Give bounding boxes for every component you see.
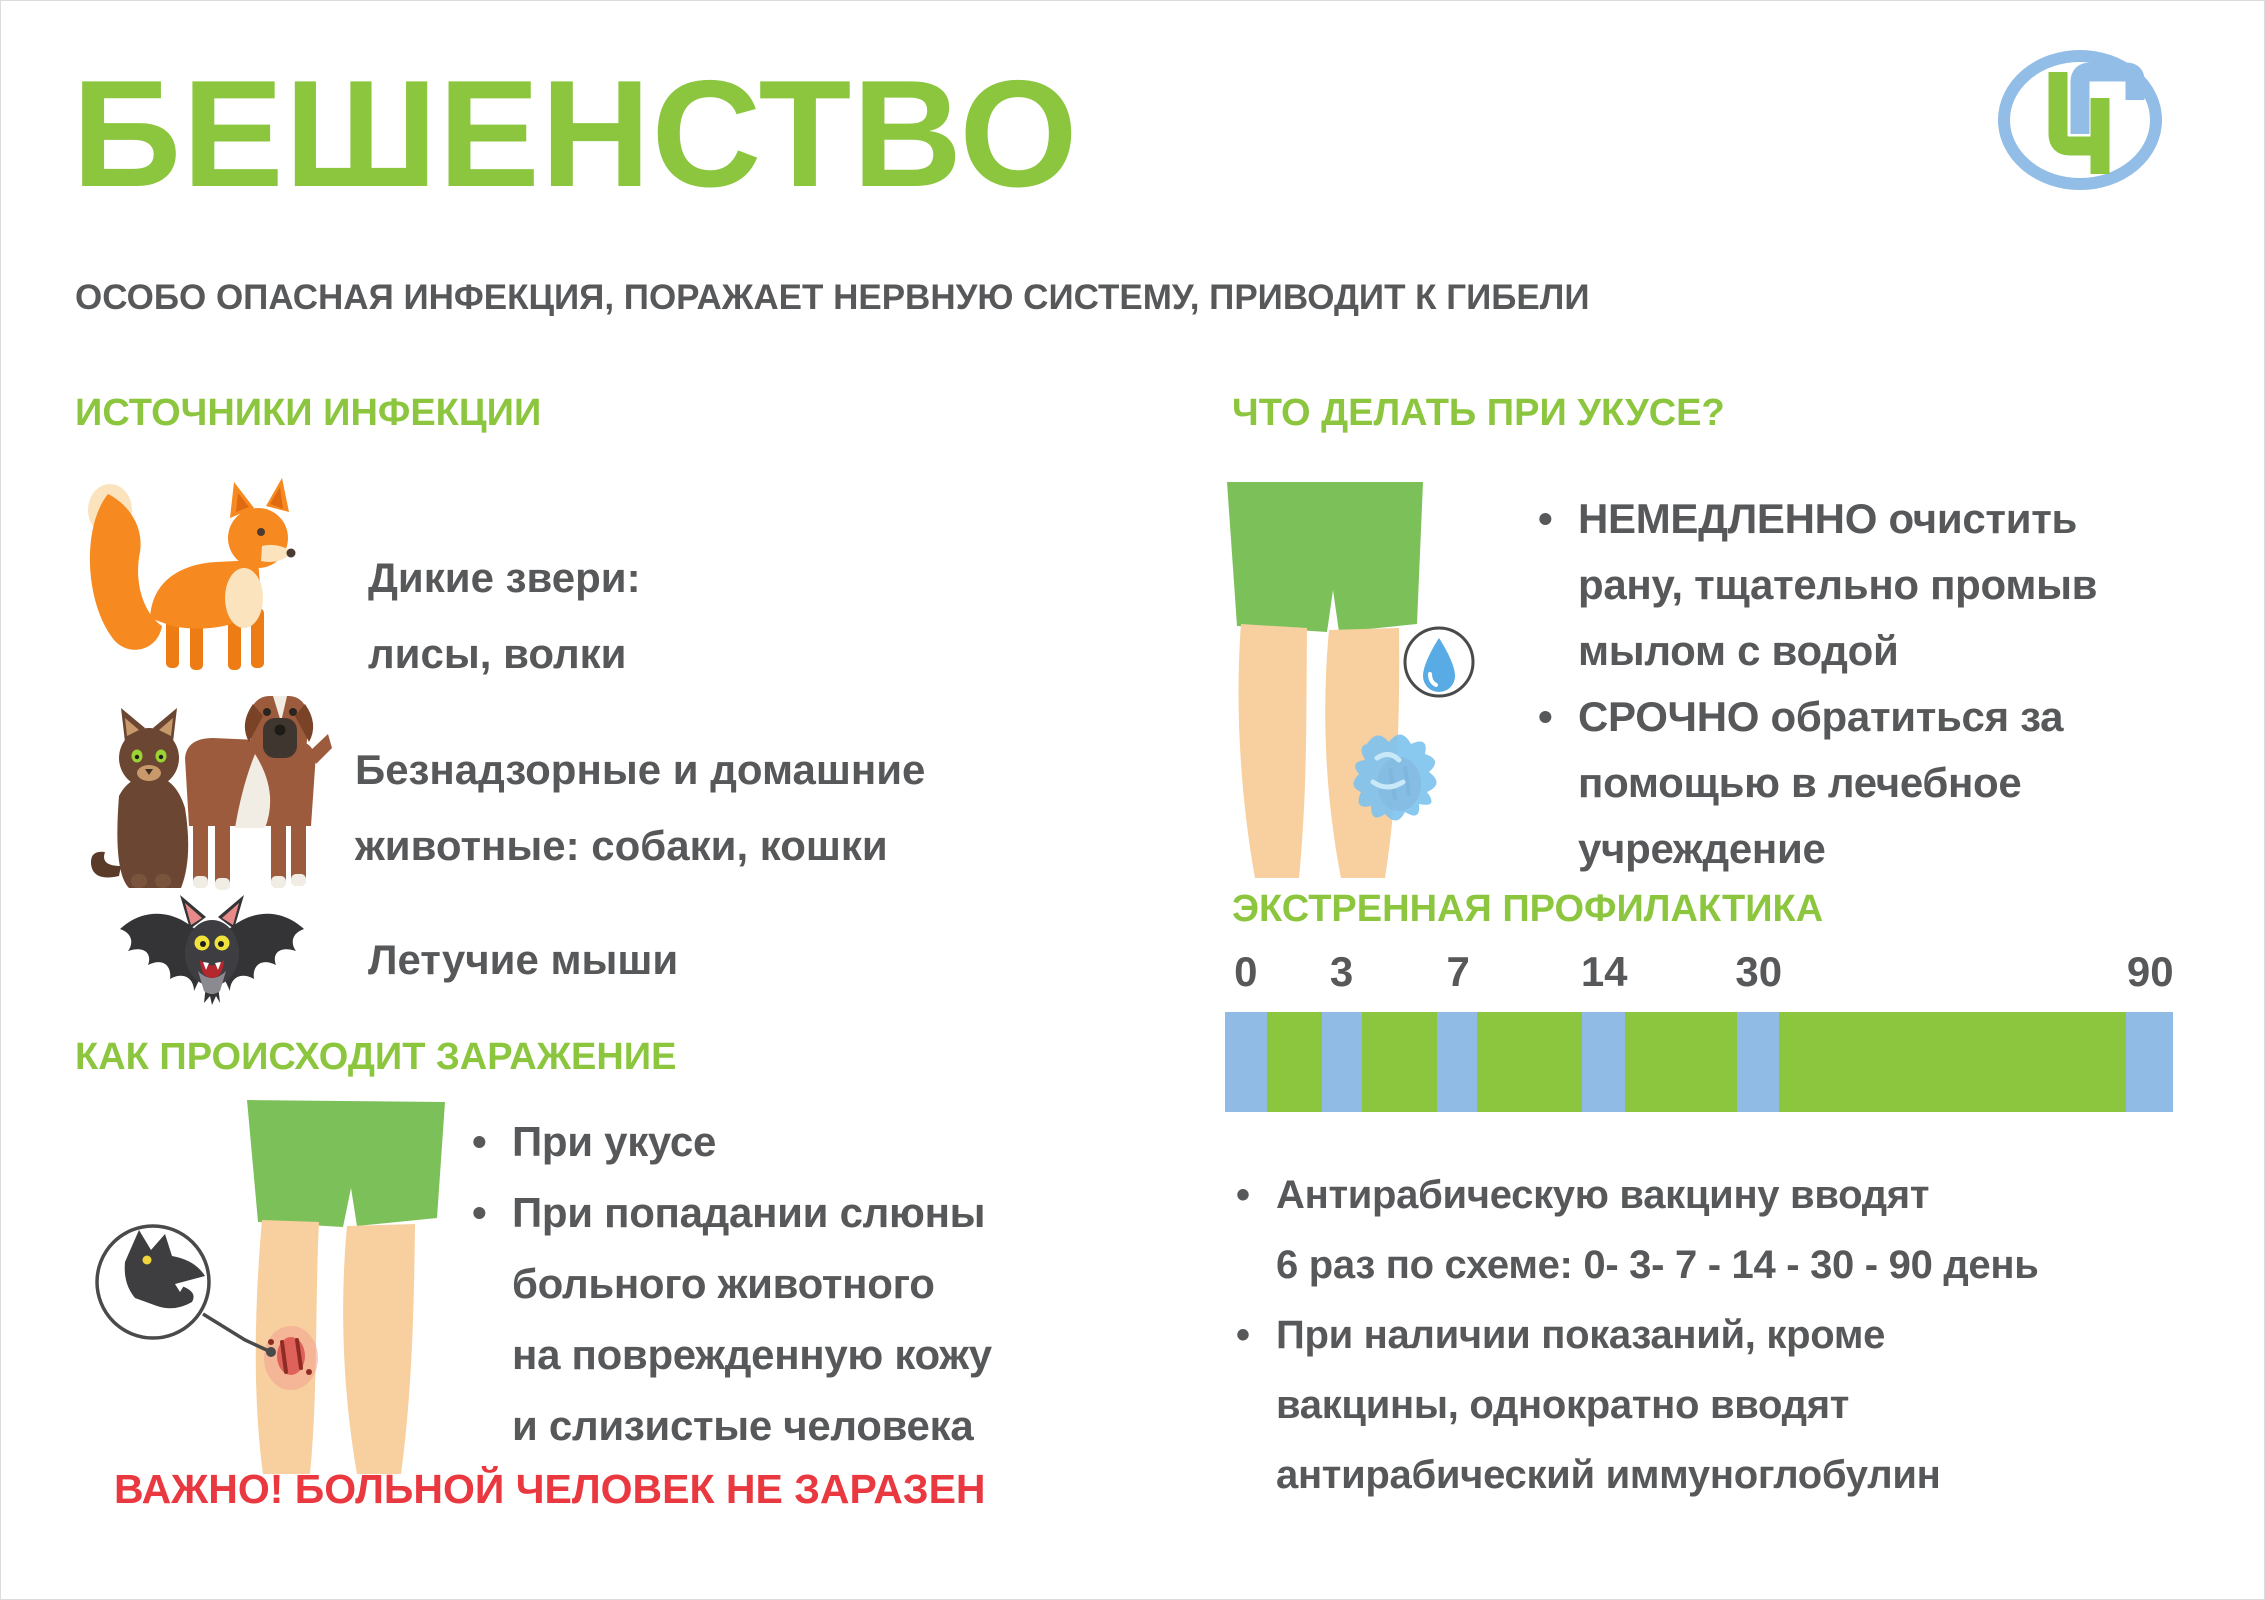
bullet-dot — [1236, 1300, 1276, 1370]
timeline-day-label: 14 — [1580, 948, 1628, 995]
bullet-text: помощью в лечебное — [1578, 759, 2022, 806]
timeline-segment — [1779, 1012, 2127, 1112]
timeline-segment — [1322, 1012, 1363, 1112]
source-item-domestic-animals — [355, 732, 925, 884]
timeline-segment — [1267, 1012, 1322, 1112]
bullet-dot — [1538, 684, 1578, 750]
timeline-day-label: 7 — [1446, 948, 1470, 995]
bullet-dot — [472, 1106, 512, 1177]
bullet-text: При наличии показаний, кроме — [1276, 1313, 1886, 1357]
list-item — [472, 1177, 992, 1461]
timeline-labels — [1225, 948, 2173, 994]
section-heading-sources: ИСТОЧНИКИ ИНФЕКЦИИ — [75, 392, 542, 434]
bullet-dot — [472, 1177, 512, 1248]
prophylaxis-bullet-list — [1236, 1160, 2039, 1510]
warning-text: ВАЖНО! БОЛЬНОЙ ЧЕЛОВЕК НЕ ЗАРАЗЕН — [114, 1466, 986, 1512]
timeline-bar — [1225, 1012, 2173, 1112]
page-title: БЕШЕНСТВО — [72, 49, 1079, 219]
source-item-bats — [368, 922, 678, 998]
timeline-day-label: 3 — [1329, 948, 1354, 995]
section-heading-bite: ЧТО ДЕЛАТЬ ПРИ УКУСЕ? — [1232, 392, 1725, 434]
bullet-dot — [1538, 486, 1578, 552]
bullet-text: При попадании слюны — [512, 1189, 986, 1236]
source-item-label: Дикие звери: — [368, 554, 641, 601]
transmission-bullet-list — [472, 1106, 992, 1461]
timeline-segment — [1437, 1012, 1477, 1112]
bullet-dot — [1236, 1160, 1276, 1230]
hygiene-center-logo-icon — [1988, 42, 2173, 194]
timeline-day-label: 90 — [2126, 948, 2174, 995]
bullet-text: учреждение — [1578, 825, 1826, 872]
bullet-text: вакцины, однократно вводят — [1276, 1383, 1850, 1427]
fox-icon — [70, 460, 310, 675]
bullet-text: Антирабическую вакцину вводят — [1276, 1173, 1930, 1217]
timeline-segment — [1582, 1012, 1625, 1112]
bullet-text: на поврежденную кожу — [512, 1331, 992, 1378]
source-item-wild-animals — [368, 540, 641, 692]
list-item — [1236, 1300, 2039, 1510]
bullet-text: 6 раз по схеме: 0- 3- 7 - 14 - 30 - 90 день — [1276, 1243, 2039, 1287]
bullet-text: и слизистые человека — [512, 1402, 974, 1449]
page-subtitle: ОСОБО ОПАСНАЯ ИНФЕКЦИЯ, ПОРАЖАЕТ НЕРВНУЮ СИСТЕМУ, ПРИВОДИТ К ГИБЕЛИ — [75, 278, 1590, 317]
bat-icon — [112, 891, 312, 1019]
timeline-segment — [1225, 1012, 1267, 1112]
bullet-text: больного животного — [512, 1260, 935, 1307]
bullet-text: При укусе — [512, 1118, 717, 1165]
timeline-day-label: 30 — [1735, 948, 1783, 995]
cat-dog-icon — [85, 676, 350, 904]
bullet-text: антирабический иммуноглобулин — [1276, 1453, 1941, 1497]
list-item — [1236, 1160, 2039, 1300]
bullet-text: НЕМЕДЛЕННО очистить — [1578, 495, 2077, 542]
wound-washing-illustration — [1227, 482, 1497, 882]
timeline-segment — [1477, 1012, 1582, 1112]
timeline-segment — [2126, 1012, 2172, 1112]
source-item-label: Безнадзорные и домашние — [355, 746, 926, 793]
list-item — [1538, 486, 2097, 684]
list-item — [472, 1106, 992, 1177]
section-heading-prophylaxis: ЭКСТРЕННАЯ ПРОФИЛАКТИКА — [1232, 888, 1824, 930]
source-item-label: Летучие мыши — [368, 936, 679, 983]
section-heading-transmission: КАК ПРОИСХОДИТ ЗАРАЖЕНИЕ — [75, 1036, 677, 1078]
timeline-segment — [1625, 1012, 1737, 1112]
bitten-leg-wolf-illustration — [95, 1100, 495, 1485]
list-item — [1538, 684, 2097, 882]
bullet-text: мылом с водой — [1578, 627, 1899, 674]
source-item-label: животные: собаки, кошки — [355, 822, 888, 869]
timeline-day-label: 0 — [1234, 948, 1258, 995]
source-item-label: лисы, волки — [368, 630, 627, 677]
bite-bullet-list — [1538, 486, 2097, 882]
bullet-text: рану, тщательно промыв — [1578, 561, 2098, 608]
timeline-segment — [1737, 1012, 1779, 1112]
bullet-text: СРОЧНО обратиться за — [1578, 693, 2064, 740]
timeline-segment — [1362, 1012, 1437, 1112]
